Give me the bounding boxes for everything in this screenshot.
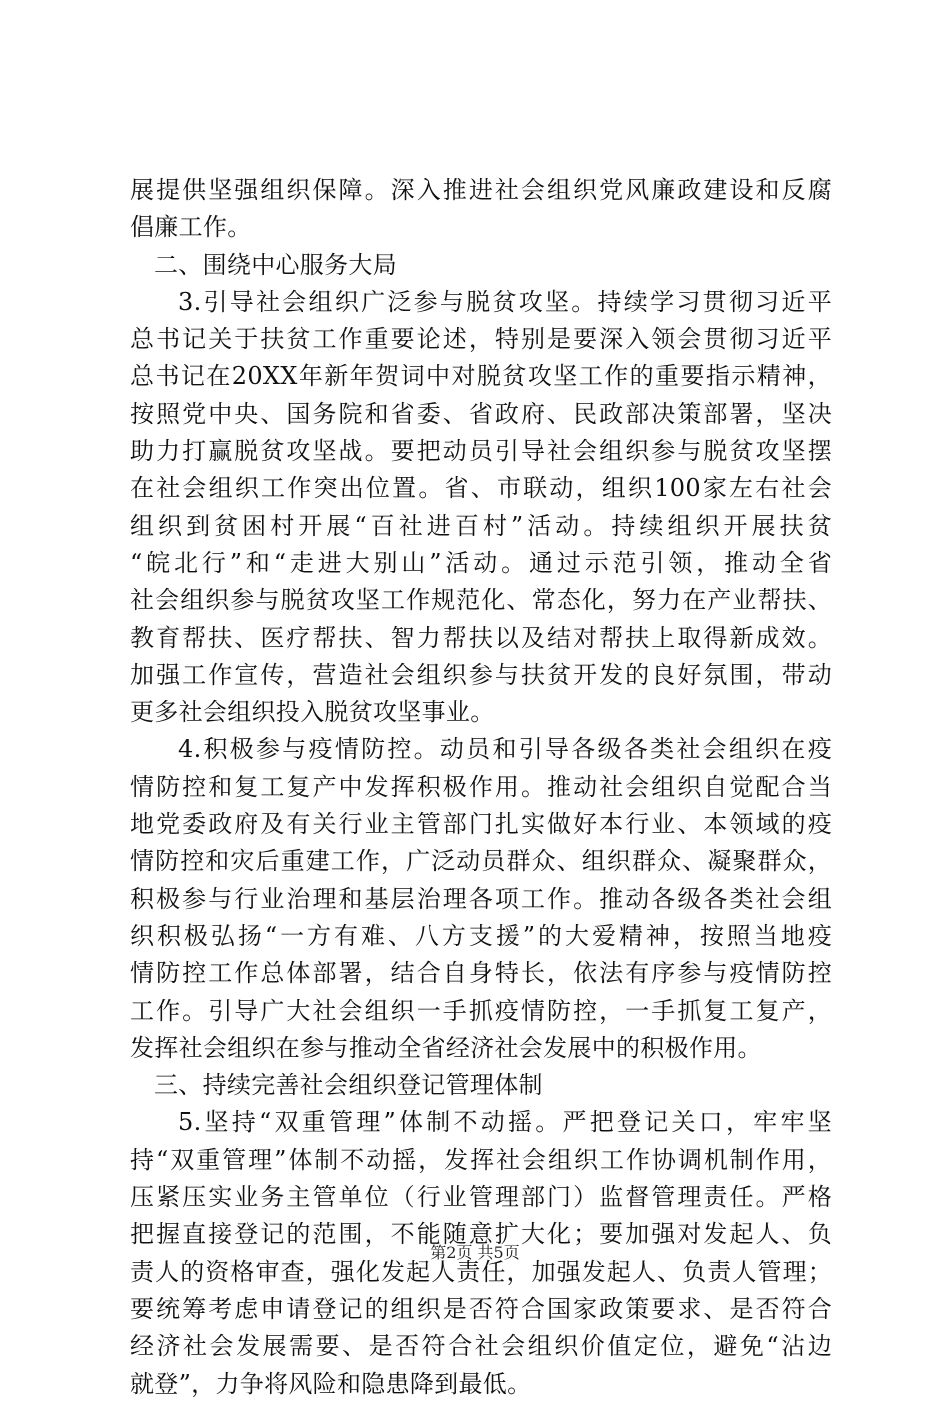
paragraph-first-line: 3.引导社会组织广泛参与脱贫攻坚。持续学习贯彻习近平 [178, 287, 832, 316]
text-line: 工作。引导广大社会组织一手抓疫情防控，一手抓复工复产， [130, 996, 832, 1025]
text-line: 按照党中央、国务院和省委、省政府、民政部决策部署，坚决 [130, 399, 832, 428]
text-line: 总书记关于扶贫工作重要论述，特别是要深入领会贯彻习近平 [130, 325, 832, 354]
paragraph-first-line: 4.积极参与疫情防控。动员和引导各级各类社会组织在疫 [178, 735, 832, 764]
text-line: 助力打赢脱贫攻坚战。要把动员引导社会组织参与脱贫攻坚摆 [130, 437, 832, 466]
section-heading: 三、持续完善社会组织登记管理体制 [154, 1071, 543, 1100]
text-line: 积极参与行业治理和基层治理各项工作。推动各级各类社会组 [130, 884, 832, 913]
text-line: 把握直接登记的范围，不能随意扩大化；要加强对发起人、负 [130, 1220, 832, 1249]
text-line: 社会组织参与脱贫攻坚工作规范化、常态化，努力在产业帮扶、 [130, 586, 832, 615]
text-line: 情防控和复工复产中发挥积极作用。推动社会组织自觉配合当 [130, 772, 832, 801]
text-line: 总书记在20XX年新年贺词中对脱贫攻坚工作的重要指示精神， [130, 362, 832, 391]
text-line: 更多社会组织投入脱贫攻坚事业。 [130, 698, 495, 727]
text-line: 地党委政府及有关行业主管部门扎实做好本行业、本领域的疫 [130, 810, 832, 839]
text-line: 组织到贫困村开展“百社进百村”活动。持续组织开展扶贫 [130, 511, 832, 540]
text-line: 持“双重管理”体制不动摇，发挥社会组织工作协调机制作用， [130, 1145, 832, 1174]
text-line: 经济社会发展需要、是否符合社会组织价值定位，避免“沾边 [130, 1332, 832, 1361]
text-line: 倡廉工作。 [130, 213, 252, 242]
section-heading: 二、围绕中心服务大局 [154, 250, 397, 279]
text-line: 加强工作宣传，营造社会组织参与扶贫开发的良好氛围，带动 [130, 660, 832, 689]
text-line: 教育帮扶、医疗帮扶、智力帮扶以及结对帮扶上取得新成效。 [130, 623, 832, 652]
text-line: 情防控和灾后重建工作，广泛动员群众、组织群众、凝聚群众， [130, 847, 832, 876]
text-line: 展提供坚强组织保障。深入推进社会组织党风廉政建设和反腐 [130, 176, 832, 204]
text-line: 要统筹考虑申请登记的组织是否符合国家政策要求、是否符合 [130, 1294, 832, 1323]
page-number-footer: 第2页 共5页 [430, 1243, 520, 1262]
text-line: 压紧压实业务主管单位（行业管理部门）监督管理责任。严格 [130, 1183, 832, 1212]
paragraph-first-line: 5.坚持“双重管理”体制不动摇。严把登记关口，牢牢坚 [178, 1108, 832, 1137]
text-line: 在社会组织工作突出位置。省、市联动，组织100家左右社会 [130, 474, 832, 503]
document-body [130, 172, 832, 1403]
text-line: 就登”，力争将风险和隐患降到最低。 [130, 1369, 532, 1398]
text-line: 织积极弘扬“一方有难、八方支援”的大爱精神，按照当地疫 [130, 921, 832, 950]
text-line: 发挥社会组织在参与推动全省经济社会发展中的积极作用。 [130, 1033, 762, 1062]
text-line: 情防控工作总体部署，结合自身特长，依法有序参与疫情防控 [130, 959, 832, 988]
text-line: 责人的资格审查，强化发起人责任，加强发起人、负责人管理； [130, 1257, 832, 1286]
text-line: “皖北行”和“走进大别山”活动。通过示范引领，推动全省 [130, 548, 832, 577]
